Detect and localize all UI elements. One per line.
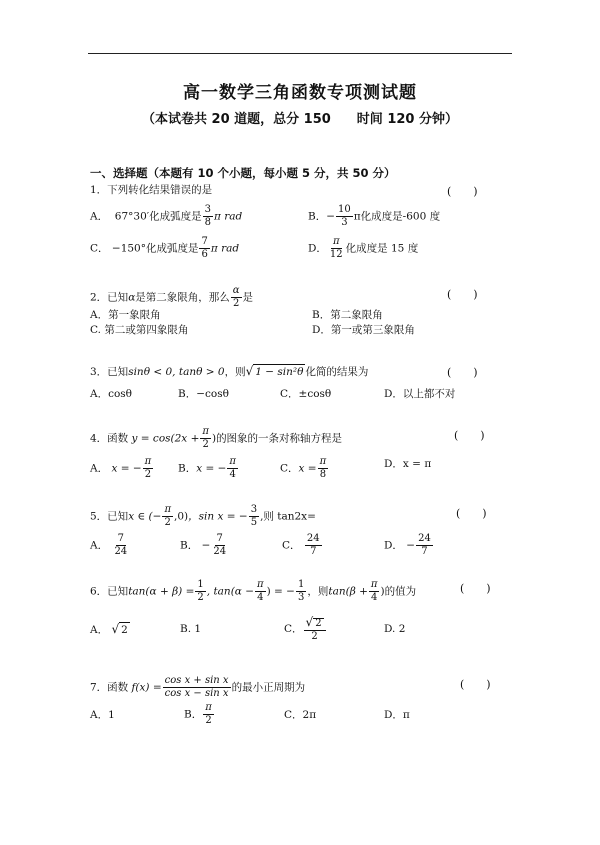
q4-option-d: D．x = π	[384, 458, 432, 470]
q1-option-a: A． 67°30′化成弧度是 $\frac{3}{8}$ π rad	[90, 204, 243, 228]
q7-option-c: C．2π	[284, 709, 317, 721]
q2-option-a: A．第一象限角	[90, 309, 161, 321]
q6-option-a: A． √ 2	[90, 622, 128, 636]
q7-option-d: D．π	[384, 709, 410, 721]
q3-option-d: D．以上都不对	[384, 388, 456, 400]
question-5-stem: 5．已知x ∈ (− $\frac{\pi}{2}$ ,0)，sin x = − $\frac{3}{5}$ ,则 tan2x=	[90, 504, 316, 528]
q6-option-d: D. 2	[384, 623, 406, 635]
q5-option-c: C． $\frac{24}{7}$	[282, 533, 320, 557]
section-title: 一、选择题（本题有 10 个小题，每小题 5 分，共 50 分）	[90, 166, 396, 180]
answer-blank-5: ( )	[456, 507, 487, 520]
answer-blank-2: ( )	[447, 288, 478, 301]
answer-blank-3: ( )	[447, 366, 478, 379]
top-rule	[88, 53, 512, 54]
q4-option-c: C．x = $\frac{\pi}{8}$	[280, 456, 327, 480]
q3-option-c: C．±cosθ	[280, 388, 332, 400]
q1-option-d: D． $\frac{\pi}{12}$ 化成度是 15 度	[308, 236, 419, 260]
q7-option-b: B． $\frac{\pi}{2}$	[184, 702, 212, 726]
question-6-stem: 6．已知tan(α + β) = $\frac{1}{2}$ , tan(α − $\frac{\pi}{4}$ ) = − $\frac{1}{3}$ ，则tan(β + $\frac{\pi}{4}$ )的值为	[90, 579, 417, 603]
q3-option-b: B．−cosθ	[178, 388, 229, 400]
question-7-stem: 7．函数 f(x) = $\frac{\text{cos x + sin x}}{\text{cos x − sin x}}$ 的最小正周期为	[90, 675, 306, 699]
q5-option-a: A． $\frac{7}{24}$	[90, 533, 128, 557]
q7-option-a: A．1	[90, 709, 115, 721]
page-title: 高一数学三角函数专项测试题	[183, 83, 417, 103]
q2-option-b: B．第二象限角	[312, 309, 383, 321]
question-3-stem: 3．已知sinθ < 0, tanθ > 0，则√ 1 − sin²θ 化简的结果为	[90, 364, 369, 378]
answer-blank-7: ( )	[460, 678, 491, 691]
q3-option-a: A．cosθ	[90, 388, 132, 400]
q5-option-b: B． − $\frac{7}{24}$	[180, 533, 227, 557]
q4-option-a: A． x = − $\frac{\pi}{2}$	[90, 456, 152, 480]
q1-option-c: C． −150°化成弧度是 $\frac{7}{6}$ π rad	[90, 236, 240, 260]
q1-option-b: B．− $\frac{10}{3}$ π化成度是-600 度	[308, 204, 441, 228]
page-subtitle: （本试卷共 20 道题，总分 150 时间 120 分钟）	[142, 112, 458, 127]
answer-blank-4: ( )	[454, 429, 485, 442]
q6-option-b: B. 1	[180, 623, 202, 635]
answer-blank-6: ( )	[460, 582, 491, 595]
question-2-stem: 2．已知α是第二象限角，那么 $\frac{\alpha}{2}$ 是	[90, 285, 254, 309]
answer-blank-1: ( )	[447, 185, 478, 198]
q2-option-c: C. 第二或第四象限角	[90, 324, 189, 336]
question-1-stem: 1．下列转化结果错误的是	[90, 184, 213, 196]
q4-option-b: B．x = − $\frac{\pi}{4}$	[178, 456, 236, 480]
q5-option-d: D． − $\frac{24}{7}$	[384, 533, 431, 557]
q2-option-d: D．第一或第三象限角	[312, 324, 415, 336]
question-4-stem: 4．函数 y = cos(2x + $\frac{\pi}{2}$ )的图象的一条对称轴方程是	[90, 426, 343, 450]
q6-option-c: C． $\frac{√ 2}{2}$	[284, 616, 327, 642]
